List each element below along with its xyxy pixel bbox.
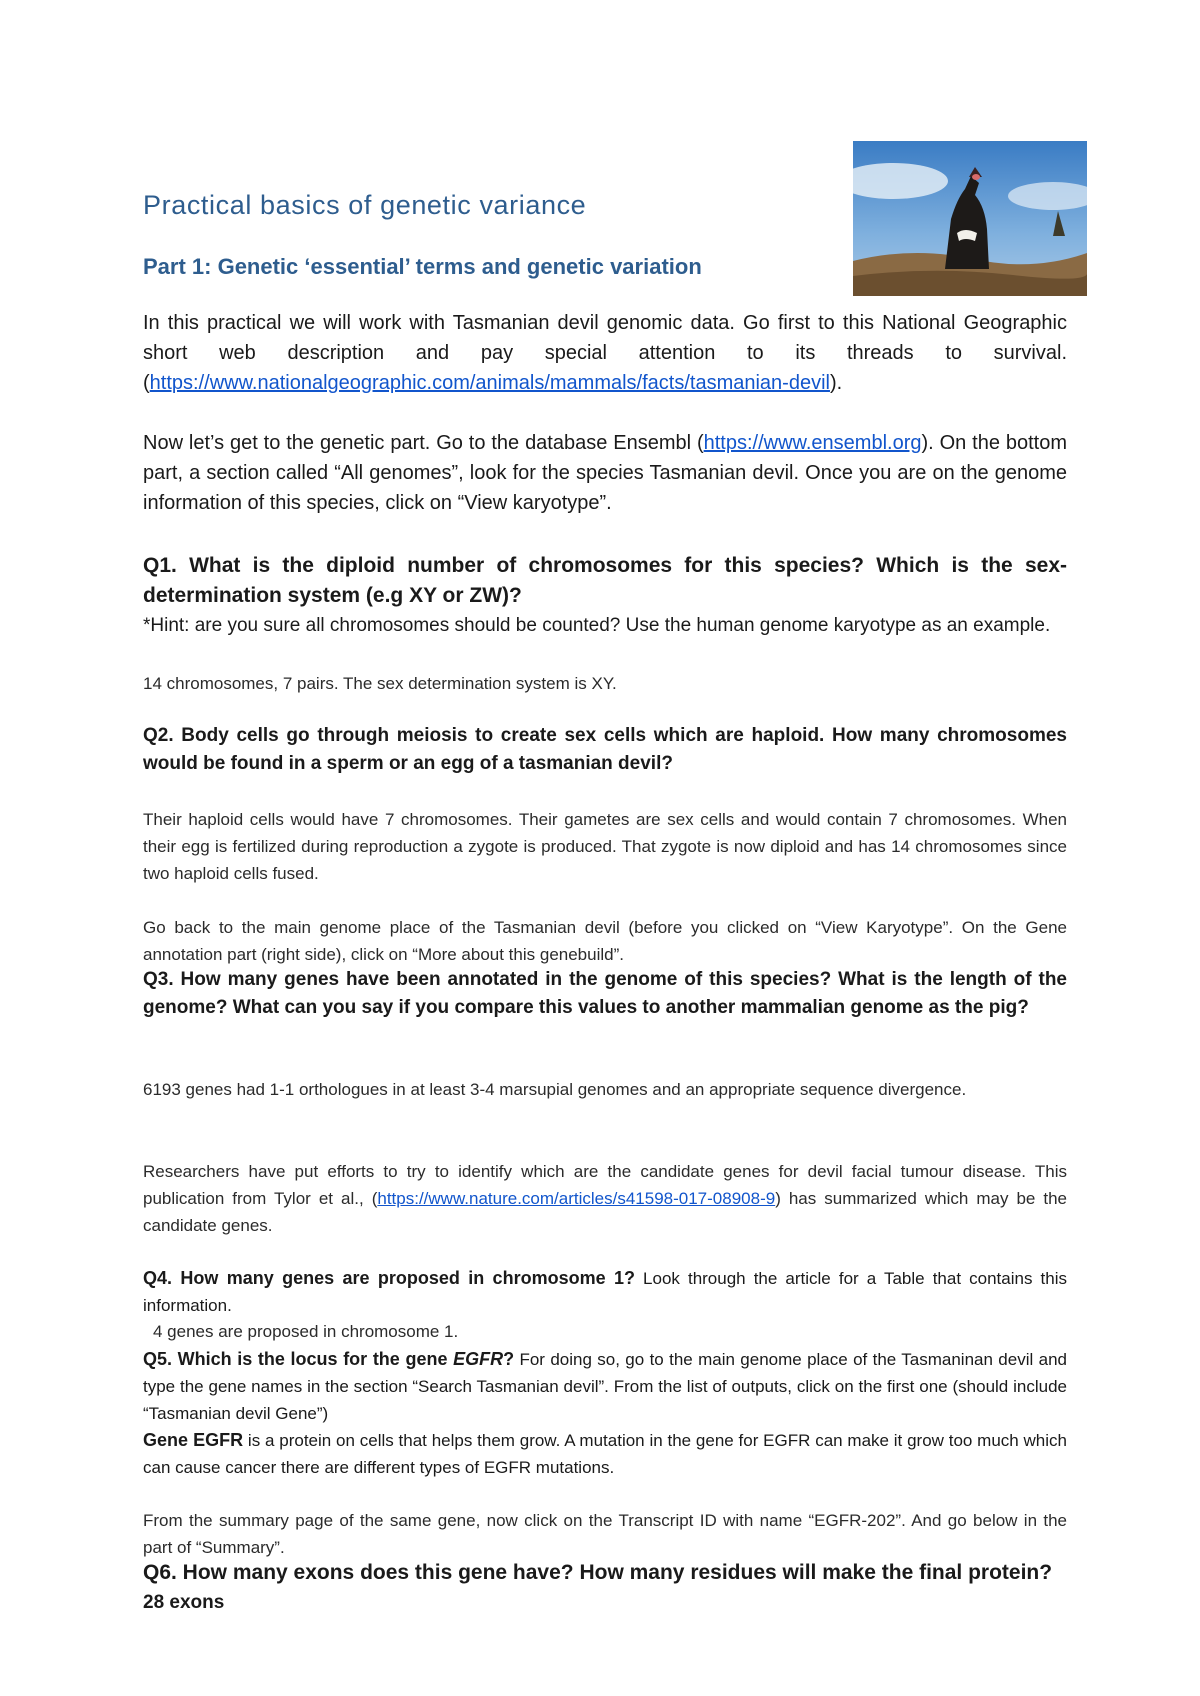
q5-answer-lead: Gene EGFR	[143, 1430, 244, 1450]
intro-end: ).	[829, 372, 843, 394]
q4-block	[143, 1265, 1067, 1319]
q5-answer	[143, 1427, 1067, 1481]
ensembl-paragraph	[143, 428, 1067, 518]
nature-article-link[interactable]: https://www.nature.com/articles/s41598-017-08908-9	[377, 1189, 776, 1208]
research-paragraph	[143, 1158, 1067, 1239]
intro-paragraph	[143, 308, 1067, 398]
tasmanian-devil-photo	[853, 141, 1087, 296]
national-geographic-link[interactable]: https://www.nationalgeographic.com/animals/mammals/facts/tasmanian-devil	[149, 372, 830, 394]
q5-instruction: For doing so, go to the main genome place of the Tasmaninan devil and type the gene names in the section “Search Tasmanian devil”. From the list of outputs, click on the first one (should include “Tasmanian devil Gene”)	[143, 1350, 1067, 1423]
q5-answer-text: is a protein on cells that helps them grow. A mutation in the gene for EGFR can make it grow too much which can cause cancer there are different types of EGFR mutations.	[143, 1431, 1067, 1477]
intro-text: In this practical we will work with Tasmanian devil genomic data. Go first to this National Geographic short web description and pay special attention to its threads to survival. (	[143, 312, 1067, 394]
research-text-2: ) has summarized which may be the candidate genes.	[143, 1189, 1067, 1235]
document-title: Practical basics of genetic variance	[143, 190, 587, 220]
q3-intro: Go back to the main genome place of the Tasmanian devil (before you clicked on “View Karyotype”. On the Gene annotation part (right side), click on “More about this genebuild”.	[143, 918, 1067, 964]
q5-gene: EGFR	[453, 1349, 504, 1369]
q2-answer: Their haploid cells would have 7 chromosomes. Their gametes are sex cells and would contain 7 chromosomes. When their egg is fertilized during reproduction a zygote is produced. That zygote is now diploid and has 14 chromosomes since two haploid cells fused.	[143, 810, 1067, 883]
q1-answer: 14 chromosomes, 7 pairs. The sex determination system is XY.	[143, 674, 617, 693]
ensembl-link[interactable]: https://www.ensembl.org	[703, 432, 922, 454]
q1-hint: *Hint: are you sure all chromosomes should be counted? Use the human genome karyotype as an example.	[143, 615, 1051, 636]
research-text-1: Researchers have put efforts to try to identify which are the candidate genes for devil facial tumour disease. This publication from Tylor et al., (	[143, 1162, 1067, 1208]
q4-question: Q4. How many genes are proposed in chromosome 1?	[143, 1268, 635, 1288]
ensembl-text-1: Now let’s get to the genetic part. Go to the database Ensembl (	[143, 432, 704, 454]
q2-question: Q2. Body cells go through meiosis to create sex cells which are haploid. How many chromosomes would be found in a sperm or an egg of a tasmanian devil?	[143, 725, 1067, 774]
q1-question: Q1. What is the diploid number of chromosomes for this species? Which is the sex-determination system (e.g XY or ZW)?	[143, 554, 1067, 607]
q4-instruction: Look through the article for a Table that contains this information.	[143, 1269, 1067, 1315]
q5-question-end: ?	[503, 1349, 515, 1369]
ensembl-text-2: ). On the bottom part, a section called “All genomes”, look for the species Tasmanian devil. Once you are on the genome information of this species, click on “View karyotype”.	[143, 432, 1067, 514]
q5-question: Q5. Which is the locus for the gene	[143, 1349, 454, 1369]
q6-question: Q6. How many exons does this gene have? How many residues will make the final protein?	[143, 1561, 1053, 1584]
q3-answer: 6193 genes had 1-1 orthologues in at least 3-4 marsupial genomes and an appropriate sequence divergence.	[143, 1080, 967, 1099]
q6-answer: 28 exons	[143, 1592, 225, 1613]
part-1-heading: Part 1: Genetic ‘essential’ terms and genetic variation	[143, 254, 702, 279]
q6-intro: From the summary page of the same gene, now click on the Transcript ID with name “EGFR-202”. And go below in the part of “Summary”.	[143, 1511, 1067, 1557]
q3-question: Q3. How many genes have been annotated in the genome of this species? What is the length of the genome? What can you say if you compare this values to another mammalian genome as the pig?	[143, 969, 1067, 1018]
q4-answer: 4 genes are proposed in chromosome 1.	[153, 1322, 459, 1341]
q5-block	[143, 1346, 1067, 1427]
